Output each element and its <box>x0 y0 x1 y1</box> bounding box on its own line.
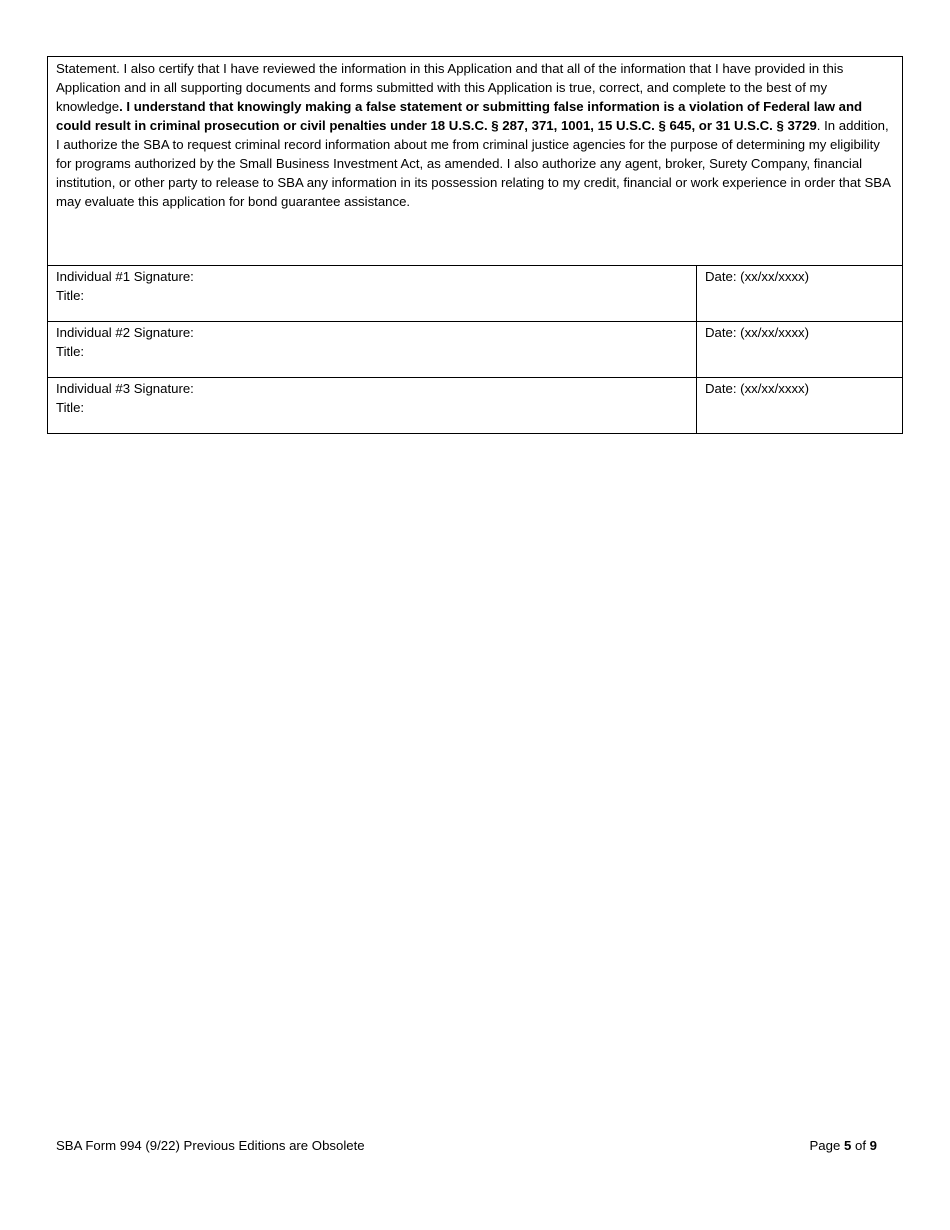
page-current: 5 <box>843 1138 852 1153</box>
date-field-1[interactable] <box>697 266 902 321</box>
statement-text-part2: . In addition, I authorize the SBA to request criminal record information about me from criminal justice agencies for the purpose of determining my eligibility for programs authorized by the Small Business Investment Act, as amended. I also authorize any agent, broker, Surety Company, financial institution, or other party to release to SBA any information in its possession relating to my credit, financial or work experience in order that SBA may evaluate this application for bond guarantee assistance. <box>56 118 891 209</box>
certification-statement <box>48 57 902 266</box>
signature-label: Individual #3 Signature: <box>56 381 194 396</box>
title-label: Title: <box>56 288 85 303</box>
signature-field-2[interactable] <box>48 322 697 377</box>
signature-row-1 <box>48 266 902 322</box>
page-total: 9 <box>869 1138 877 1153</box>
date-label: Date: (xx/xx/xxxx) <box>705 269 810 284</box>
date-label: Date: (xx/xx/xxxx) <box>705 325 810 340</box>
signature-label: Individual #2 Signature: <box>56 325 194 340</box>
signature-field-1[interactable] <box>48 266 697 321</box>
date-field-3[interactable] <box>697 378 902 433</box>
signature-row-3 <box>48 378 902 433</box>
certification-form-table <box>47 56 903 434</box>
statement-bold-warning: . I understand that knowingly making a false statement or submitting false information is a violation of Federal law and could result in criminal prosecution or civil penalties under 18 U.S.C. § 287, 371, 1001, 15 U.S.C. § 645, or 31 U.S.C. § 3729 <box>56 99 863 133</box>
page-number <box>810 1138 877 1153</box>
signature-row-2 <box>48 322 902 378</box>
title-label: Title: <box>56 400 85 415</box>
page-prefix: Page <box>809 1138 844 1153</box>
statement-text-part1: Statement. I also certify that I have reviewed the information in this Application and that all of the information that I have provided in this Application and in all supporting documents and forms submitted with this Application is true, correct, and complete to the best of my knowledge <box>56 61 844 114</box>
date-field-2[interactable] <box>697 322 902 377</box>
page-of: of <box>851 1138 870 1153</box>
form-footer-info: SBA Form 994 (9/22) Previous Editions are Obsolete <box>56 1138 365 1153</box>
signature-field-3[interactable] <box>48 378 697 433</box>
date-label: Date: (xx/xx/xxxx) <box>705 381 810 396</box>
signature-label: Individual #1 Signature: <box>56 269 194 284</box>
title-label: Title: <box>56 344 85 359</box>
